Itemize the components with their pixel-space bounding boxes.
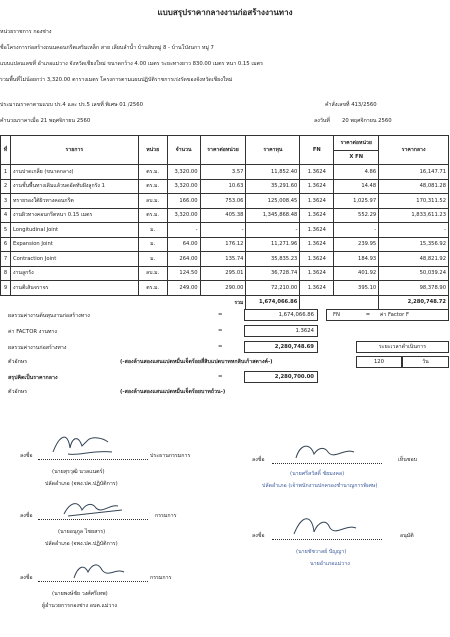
total-label: รวม — [1, 295, 246, 310]
r1-line — [272, 463, 382, 464]
cell-qty: 3,320.00 — [167, 165, 200, 180]
cell-unit-cost: 135.74 — [200, 252, 246, 267]
cell-cost: 1,345,868.48 — [246, 208, 300, 223]
cell-cost: 11,852.40 — [246, 165, 300, 180]
cell-unit-cost: 10.63 — [200, 179, 246, 194]
cell-unit: ตร.ม. — [138, 179, 167, 194]
cell-fn: 1.3624 — [300, 223, 334, 238]
cell-item: Contraction Joint — [10, 252, 138, 267]
col-header-unit-cost: ราคาต่อหน่วย — [200, 136, 246, 165]
cell-no: 7 — [1, 252, 11, 267]
cell-unit: ลบ.ม. — [138, 194, 167, 209]
final-value: 2,280,700.00 — [244, 371, 318, 383]
total-row — [1, 295, 449, 310]
mid-sum-value: 2,280,748.69 — [244, 341, 318, 353]
mid-sum-eq: = — [218, 344, 223, 350]
factor-eq: = — [218, 328, 223, 334]
date-value: 20 พฤศจิกายน 2560 — [342, 118, 392, 124]
r2-role: อนุมัติ — [400, 533, 414, 539]
cell-unit-fn: 401.92 — [334, 266, 379, 281]
cell-fn: 1.3624 — [300, 252, 334, 267]
area-line: รวมพื้นที่ไม่น้อยกว่า 3,320.00 ตารางเมตร โครงการตามแผนปฏิบัติราชการเร่งรัดของจังหวัดเชียงใหม่ — [0, 77, 233, 83]
final-label: สรุปคิดเป็นราคากลาง — [8, 375, 58, 381]
cell-unit-cost: 176.12 — [200, 237, 246, 252]
cell-qty: - — [167, 223, 200, 238]
r1-title: ปลัดอำเภอ (เจ้าพนักงานปกครองชำนาญการพิเศษ) — [262, 483, 378, 489]
detail-line: แบบแปลนเลขที่ อำเภอแม่วาง จังหวัดเชียงใหม่ ขนาดกว้าง 4.00 เมตร ระยะทางยาว 830.00 เมตร หนา 0.15 เมตร — [0, 61, 263, 67]
cell-item: งานชั้นพื้นทางเดิมแล้วบดอัดทับฝังลูกรัง 1 — [10, 179, 138, 194]
r1-sign-label: ลงชื่อ — [252, 457, 265, 463]
s1-role: ประธานกรรมการ — [150, 453, 191, 459]
r2-sign-label: ลงชื่อ — [252, 533, 265, 539]
table-row — [1, 165, 449, 180]
table-row — [1, 252, 449, 267]
cell-unit-fn: - — [334, 223, 379, 238]
table-row — [1, 208, 449, 223]
fn-legend — [326, 309, 449, 321]
cell-no: 4 — [1, 208, 11, 223]
cost-sum-label: ผลรวมค่างานต้นทุนงานก่อสร้างทาง — [8, 313, 90, 319]
cell-unit-fn: 4.86 — [334, 165, 379, 180]
col-header-qty: จำนวน — [167, 136, 200, 165]
s1-signature — [48, 430, 118, 460]
cost-sum-value: 1,674,066.86 — [244, 309, 318, 321]
cell-qty: 249.00 — [167, 281, 200, 296]
cell-qty: 64.00 — [167, 237, 200, 252]
cell-unit: ม. — [138, 237, 167, 252]
s2-sign-label: ลงชื่อ — [20, 513, 33, 519]
cell-fn: 1.3624 — [300, 281, 334, 296]
cell-fn: 1.3624 — [300, 194, 334, 209]
document-title: แบบสรุปราคากลางงานก่อสร้างงานทาง — [157, 8, 293, 17]
r2-name: (นายชัชวาลย์ ปัญญา) — [296, 549, 347, 555]
table-row — [1, 281, 449, 296]
s2-name: (นายอนุกูล ไชยสาร) — [58, 529, 106, 535]
cell-cost: 125,008.45 — [246, 194, 300, 209]
cell-qty: 166.00 — [167, 194, 200, 209]
cell-mid: - — [379, 223, 449, 238]
col-header-fn: FN — [300, 136, 334, 165]
cell-no: 1 — [1, 165, 11, 180]
s3-role: กรรมการ — [150, 575, 172, 581]
factor-value: 1.3624 — [244, 325, 318, 337]
mid-sum-label: ผลรวมค่างานก่อสร้างทาง — [8, 345, 67, 351]
factor-label: ค่า FACTOR งานทาง — [8, 329, 57, 335]
cell-mid: 98,378.90 — [379, 281, 449, 296]
cell-cost: 11,271.96 — [246, 237, 300, 252]
col-header-x-fn: X FN — [334, 150, 379, 165]
cell-unit-cost: 3.57 — [200, 165, 246, 180]
r2-line — [272, 539, 382, 540]
cell-qty: 3,320.00 — [167, 208, 200, 223]
cell-no: 9 — [1, 281, 11, 296]
cell-item: งานตีเส้นจราจร — [10, 281, 138, 296]
cell-unit-cost: 405.38 — [200, 208, 246, 223]
cell-unit-fn: 395.10 — [334, 281, 379, 296]
cell-unit-cost: 753.06 — [200, 194, 246, 209]
letters-value: (-สองล้านสองแสนแปดหมื่นเจ็ดร้อยสี่สิบแปดบาทหกสิบเก้าสตางค์-) — [120, 359, 273, 365]
s1-line — [38, 459, 148, 460]
final-eq: = — [218, 374, 223, 380]
cell-item: งานผิวทางคอนกรีตหนา 0.15 เมตร — [10, 208, 138, 223]
cell-item: ทรายรองใต้ผิวทางคอนกรีต — [10, 194, 138, 209]
cell-cost: 36,728.74 — [246, 266, 300, 281]
r1-role: เห็นชอบ — [398, 457, 418, 463]
project-line: ชื่อโครงการก่อสร้างถนนคอนกรีตเสริมเหล็ก สาย เลียบลำน้ำ บ้านสิบหมู่ 8 - บ้านโป่งนกา หมู่ 7 — [0, 45, 214, 51]
cell-cost: 35,835.23 — [246, 252, 300, 267]
cell-unit-fn: 184.93 — [334, 252, 379, 267]
form-line: ประมาณราคาตามแบบ ปร.4 และ ปร.5 เลขที่ พิเศษ 01 /2560 — [0, 102, 143, 108]
letters2-label: ตัวอักษร — [8, 389, 28, 395]
cell-mid: 170,311.52 — [379, 194, 449, 209]
col-header-mid-price: ราคากลาง — [379, 136, 449, 165]
total-mid-price: 2,280,748.72 — [379, 295, 449, 310]
cell-unit-fn: 14.48 — [334, 179, 379, 194]
cell-item: งานปาดเกลี่ย (ขนาดกลาง) — [10, 165, 138, 180]
cell-qty: 124.50 — [167, 266, 200, 281]
r1-name: (นายศรีสวัสดิ์ ชัยมงคล) — [290, 471, 345, 477]
s3-line — [38, 581, 148, 582]
cell-item: Longitudinal Joint — [10, 223, 138, 238]
duration-unit: วัน — [402, 356, 449, 368]
cell-unit: ลบ.ม. — [138, 266, 167, 281]
cell-unit: ม. — [138, 252, 167, 267]
cell-unit-fn: 552.29 — [334, 208, 379, 223]
cell-qty: 264.00 — [167, 252, 200, 267]
duration-label: ระยะเวลาดำเนินการ — [356, 341, 449, 353]
cell-unit-cost: 295.01 — [200, 266, 246, 281]
cell-mid: 15,356.92 — [379, 237, 449, 252]
cost-sum-eq: = — [218, 312, 223, 318]
table-row — [1, 266, 449, 281]
agency-line: หน่วยราชการ กองช่าง — [0, 29, 52, 35]
cell-cost: - — [246, 223, 300, 238]
col-header-unit-fn: ราคาต่อหน่วย — [334, 136, 379, 151]
cell-unit: ตร.ม. — [138, 208, 167, 223]
cell-unit-cost: - — [200, 223, 246, 238]
cell-unit: ตร.ม. — [138, 165, 167, 180]
s3-sign-label: ลงชื่อ — [20, 575, 33, 581]
cell-mid: 48,081.28 — [379, 179, 449, 194]
cell-unit-cost: 290.00 — [200, 281, 246, 296]
col-header-unit: หน่วย — [138, 136, 167, 165]
total-blank — [300, 295, 379, 310]
letters-label: ตัวอักษร — [8, 359, 28, 365]
s3-title: ผู้อำนวยการกองช่าง อบต.แม่วาง — [42, 603, 117, 609]
cell-unit-fn: 239.95 — [334, 237, 379, 252]
cell-cost: 35,291.60 — [246, 179, 300, 194]
table-row — [1, 237, 449, 252]
table-header-row — [1, 136, 449, 151]
s2-line — [38, 519, 148, 520]
cell-qty: 3,320.00 — [167, 179, 200, 194]
s2-role: กรรมการ — [155, 513, 177, 519]
calc-date: คำนวณราคาเมื่อ 21 พฤศจิกายน 2560 — [0, 118, 91, 124]
s2-title: ปลัดอำเภอ (จพง.ปค.ปฏิบัติการ) — [45, 541, 118, 547]
r2-title: นายอำเภอแม่วาง — [310, 561, 350, 567]
date-label: ลงวันที่ — [314, 118, 330, 124]
col-header-item: รายการ — [10, 136, 138, 165]
fn-legend-eq: = — [365, 312, 371, 318]
fn-legend-left: FN — [333, 312, 341, 318]
table-row — [1, 179, 449, 194]
cell-unit: ม. — [138, 223, 167, 238]
cell-fn: 1.3624 — [300, 179, 334, 194]
table-row — [1, 223, 449, 238]
order-number: คำสั่งเลขที่ 413/2560 — [325, 102, 377, 108]
cell-unit: ตร.ม. — [138, 281, 167, 296]
cell-mid: 48,821.92 — [379, 252, 449, 267]
col-header-no: ที่ — [1, 136, 11, 165]
cell-mid: 50,039.24 — [379, 266, 449, 281]
table-row — [1, 194, 449, 209]
cell-mid: 16,147.71 — [379, 165, 449, 180]
cell-unit-fn: 1,025.97 — [334, 194, 379, 209]
cell-fn: 1.3624 — [300, 266, 334, 281]
cell-no: 5 — [1, 223, 11, 238]
cell-fn: 1.3624 — [300, 237, 334, 252]
total-cost: 1,674,066.86 — [246, 295, 300, 310]
s1-name: (นายสุรวุฒิ นวลแนตร์) — [52, 469, 105, 475]
cell-item: Expansion Joint — [10, 237, 138, 252]
cell-mid: 1,833,611.23 — [379, 208, 449, 223]
cell-no: 8 — [1, 266, 11, 281]
s3-name: (นายพงษ์ชัย วงศ์ศรีเทพ) — [52, 591, 108, 597]
price-table — [0, 135, 449, 310]
fn-legend-right: ค่า Factor F — [379, 312, 409, 318]
r2-signature — [290, 512, 360, 540]
cell-no: 2 — [1, 179, 11, 194]
s1-sign-label: ลงชื่อ — [20, 453, 33, 459]
duration-value: 120 — [356, 356, 402, 368]
cell-no: 3 — [1, 194, 11, 209]
cell-item: งานลูกรัง — [10, 266, 138, 281]
cell-no: 6 — [1, 237, 11, 252]
cell-cost: 72,210.00 — [246, 281, 300, 296]
cell-fn: 1.3624 — [300, 165, 334, 180]
col-header-cost: ราคาทุน — [246, 136, 300, 165]
cell-fn: 1.3624 — [300, 208, 334, 223]
r1-signature — [290, 438, 360, 466]
s1-title: ปลัดอำเภอ (จพง.ปค.ปฏิบัติการ) — [45, 481, 118, 487]
letters2-value: (-สองล้านสองแสนแปดหมื่นเจ็ดร้อยบาทถ้วน-) — [120, 389, 226, 395]
